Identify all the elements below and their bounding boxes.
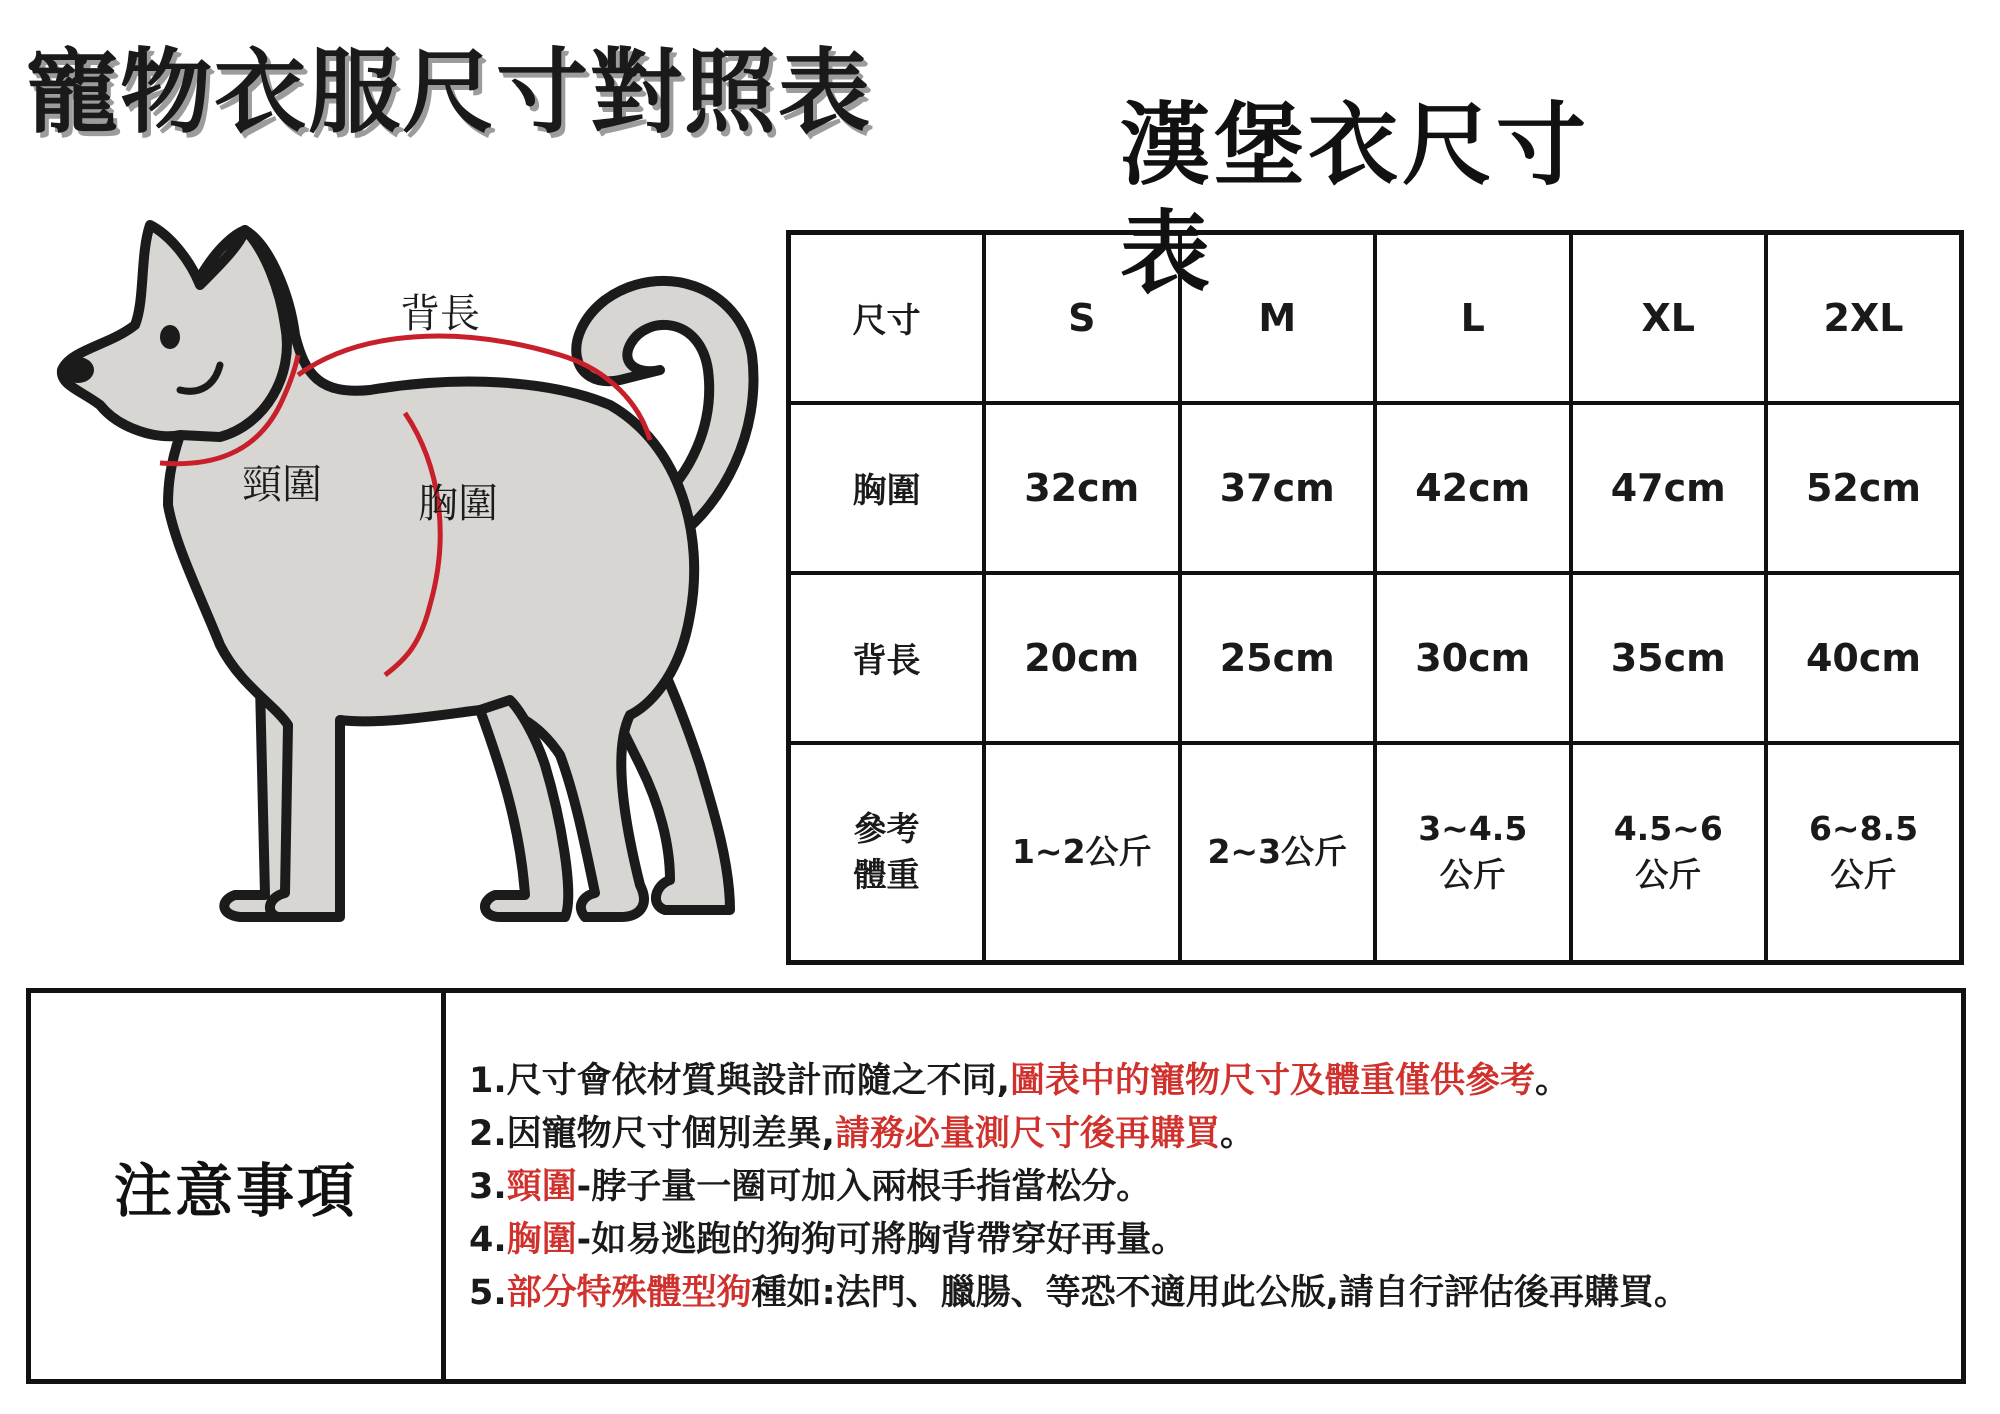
table-cell: 25cm xyxy=(1180,573,1376,743)
label-chest: 胸圍 xyxy=(418,481,498,527)
table-cell: 40cm xyxy=(1766,573,1962,743)
table-cell xyxy=(1180,743,1376,963)
table-cell xyxy=(1571,743,1767,963)
table-cell: 52cm xyxy=(1766,403,1962,573)
table-cell: 32cm xyxy=(984,403,1180,573)
table-row-weight xyxy=(789,743,1962,963)
row-label-chest: 胸圍 xyxy=(789,403,985,573)
note-highlight: 請務必量測尺寸後再購買 xyxy=(834,1114,1220,1154)
header-cell-size: 尺寸 xyxy=(789,233,985,403)
notes-item xyxy=(469,1267,1689,1320)
label-neck: 頸圍 xyxy=(242,462,322,508)
dog-eye xyxy=(160,325,180,349)
notes-item xyxy=(469,1055,1689,1108)
header-cell-s: S xyxy=(984,233,1180,403)
notes-box xyxy=(26,988,1966,1384)
weight-line2: 公斤 xyxy=(1439,855,1506,895)
note-highlight: 圖表中的寵物尺寸及體重僅供參考 xyxy=(1009,1061,1535,1101)
note-text: 種如:法門、臘腸、等恐不適用此公版,請自行評估後再購買。 xyxy=(751,1273,1689,1313)
row-label-back-length: 背長 xyxy=(789,573,985,743)
note-text: 1.尺寸會依材質與設計而隨之不同, xyxy=(469,1061,1010,1101)
header-cell-xl: XL xyxy=(1571,233,1767,403)
notes-list xyxy=(469,1055,1689,1320)
table-cell xyxy=(1766,743,1962,963)
weight-line1: 4.5~6 xyxy=(1613,809,1723,849)
notes-divider xyxy=(441,993,446,1379)
table-cell: 37cm xyxy=(1180,403,1376,573)
weight-line1: 1~2公斤 xyxy=(1011,832,1152,872)
row-label-weight xyxy=(789,743,985,963)
table-cell: 35cm xyxy=(1571,573,1767,743)
note-text: 。 xyxy=(1534,1061,1570,1101)
table-cell: 47cm xyxy=(1571,403,1767,573)
header-cell-2xl: 2XL xyxy=(1766,233,1962,403)
notes-item xyxy=(469,1108,1689,1161)
row-label-weight-line2: 體重 xyxy=(853,855,920,895)
table-header-row xyxy=(789,233,1962,403)
note-text: 。 xyxy=(1219,1114,1255,1154)
note-text: -脖子量一圈可加入兩根手指當松分。 xyxy=(576,1167,1152,1207)
notes-heading: 注意事項 xyxy=(113,1157,358,1225)
table-title: 漢堡衣尺寸表 xyxy=(1120,93,1590,306)
table-row-chest xyxy=(789,403,1962,573)
label-back-length: 背長 xyxy=(400,291,480,337)
weight-line2: 公斤 xyxy=(1830,855,1897,895)
weight-line1: 2~3公斤 xyxy=(1207,832,1348,872)
table-row-back-length xyxy=(789,573,1962,743)
notes-item xyxy=(469,1161,1689,1214)
table-cell: 42cm xyxy=(1375,403,1571,573)
page-title: 寵物衣服尺寸對照表 xyxy=(26,39,873,146)
note-highlight: 胸圍 xyxy=(506,1220,577,1260)
header-cell-l: L xyxy=(1375,233,1571,403)
table-cell: 20cm xyxy=(984,573,1180,743)
notes-item xyxy=(469,1214,1689,1267)
table-cell xyxy=(984,743,1180,963)
table-cell: 30cm xyxy=(1375,573,1571,743)
note-text: 4. xyxy=(469,1220,507,1260)
note-text: -如易逃跑的狗狗可將胸背帶穿好再量。 xyxy=(576,1220,1187,1260)
note-text: 3. xyxy=(469,1167,507,1207)
row-label-weight-line1: 參考 xyxy=(853,809,920,849)
weight-line1: 6~8.5 xyxy=(1808,809,1919,849)
weight-line1: 3~4.5 xyxy=(1418,809,1528,849)
note-text: 5. xyxy=(469,1273,507,1313)
dog-nose xyxy=(62,357,94,383)
size-table xyxy=(786,230,1964,965)
note-highlight: 頸圍 xyxy=(506,1167,577,1207)
dog-measurement-diagram xyxy=(40,205,760,945)
weight-line2: 公斤 xyxy=(1635,855,1702,895)
table-cell xyxy=(1375,743,1571,963)
header-cell-m: M xyxy=(1180,233,1376,403)
note-highlight: 部分特殊體型狗 xyxy=(506,1273,752,1313)
note-text: 2.因寵物尺寸個別差異, xyxy=(469,1114,835,1154)
